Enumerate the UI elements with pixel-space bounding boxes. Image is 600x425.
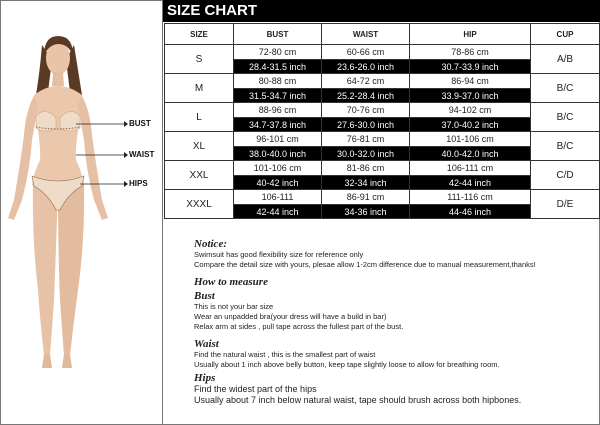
header-size: SIZE xyxy=(165,24,234,45)
panel-divider xyxy=(162,0,163,425)
hip-cm-cell: 106-111 cm xyxy=(410,161,531,176)
how-to-measure-heading: How to measure xyxy=(194,276,268,288)
table-row xyxy=(165,190,600,205)
bust-label: BUST xyxy=(129,119,151,128)
bust-inch-cell: 34.7-37.8 inch xyxy=(234,118,322,132)
waist-instruction: Usually about 1 inch above belly button, keep tape slightly loose to allow for breathing room. xyxy=(194,360,500,369)
waist-inch-cell: 27.6-30.0 inch xyxy=(322,118,410,132)
bust-cm-cell: 88-96 cm xyxy=(234,103,322,118)
cup-cell: B/C xyxy=(531,103,600,132)
waist-heading: Waist xyxy=(194,338,219,350)
hips-instruction: Usually about 7 inch below natural waist, tape should brush across both hipbones. xyxy=(194,395,522,405)
waist-inch-cell: 23.6-26.0 inch xyxy=(322,60,410,74)
bust-inch-cell: 42-44 inch xyxy=(234,205,322,219)
bust-cm-cell: 96-101 cm xyxy=(234,132,322,147)
hip-inch-cell: 40.0-42.0 inch xyxy=(410,147,531,161)
hip-cm-cell: 101-106 cm xyxy=(410,132,531,147)
cup-cell: B/C xyxy=(531,74,600,103)
waist-inch-cell: 30.0-32.0 inch xyxy=(322,147,410,161)
hips-measure-line xyxy=(80,181,128,187)
cup-cell: B/C xyxy=(531,132,600,161)
model-right-foot xyxy=(62,354,72,368)
waist-measure-line xyxy=(76,152,128,158)
hip-inch-cell: 30.7-33.9 inch xyxy=(410,60,531,74)
header-hip: HIP xyxy=(410,24,531,45)
header-cup: CUP xyxy=(531,24,600,45)
table-header-row xyxy=(165,24,600,45)
waist-cm-cell: 64-72 cm xyxy=(322,74,410,89)
header-bust: BUST xyxy=(234,24,322,45)
page-title: SIZE CHART xyxy=(163,0,600,22)
header-waist: WAIST xyxy=(322,24,410,45)
model-left-leg xyxy=(33,184,58,355)
hip-inch-cell: 37.0-40.2 inch xyxy=(410,118,531,132)
bust-instruction: Relax arm at sides , pull tape across the fullest part of the bust. xyxy=(194,322,404,331)
measurement-notes xyxy=(194,238,594,406)
bust-instruction: Wear an unpadded bra(your dress will have a build in bar) xyxy=(194,312,387,321)
table-row xyxy=(165,74,600,89)
model-right-leg xyxy=(58,184,84,355)
size-cell: XXL xyxy=(165,161,234,190)
size-cell: M xyxy=(165,74,234,103)
bust-cm-cell: 80-88 cm xyxy=(234,74,322,89)
table-row xyxy=(165,103,600,118)
hip-cm-cell: 111-116 cm xyxy=(410,190,531,205)
bust-cm-cell: 101-106 cm xyxy=(234,161,322,176)
notice-heading: Notice: xyxy=(194,238,227,250)
model-neck xyxy=(52,72,64,86)
cup-cell: D/E xyxy=(531,190,600,219)
waist-cm-cell: 86-91 cm xyxy=(322,190,410,205)
waist-cm-cell: 76-81 cm xyxy=(322,132,410,147)
bust-inch-cell: 40-42 inch xyxy=(234,176,322,190)
bust-inch-cell: 38.0-40.0 inch xyxy=(234,147,322,161)
bust-inch-cell: 28.4-31.5 inch xyxy=(234,60,322,74)
bust-instruction: This is not your bar size xyxy=(194,302,274,311)
waist-instruction: Find the natural waist , this is the smallest part of waist xyxy=(194,350,376,359)
hip-cm-cell: 78-86 cm xyxy=(410,45,531,60)
bust-cm-cell: 106-111 xyxy=(234,190,322,205)
size-cell: L xyxy=(165,103,234,132)
table-row xyxy=(165,132,600,147)
model-left-foot xyxy=(42,354,52,368)
size-table xyxy=(164,23,600,219)
waist-cm-cell: 81-86 cm xyxy=(322,161,410,176)
size-cell: XXXL xyxy=(165,190,234,219)
waist-inch-cell: 32-34 inch xyxy=(322,176,410,190)
bust-inch-cell: 31.5-34.7 inch xyxy=(234,89,322,103)
notice-line: Swimsuit has good flexibility size for reference only xyxy=(194,250,364,259)
bust-heading: Bust xyxy=(194,290,215,302)
hip-inch-cell: 42-44 inch xyxy=(410,176,531,190)
waist-inch-cell: 34-36 inch xyxy=(322,205,410,219)
size-cell: S xyxy=(165,45,234,74)
size-cell: XL xyxy=(165,132,234,161)
cup-cell: C/D xyxy=(531,161,600,190)
waist-label: WAIST xyxy=(129,150,155,159)
hips-label: HIPS xyxy=(129,179,148,188)
hip-cm-cell: 86-94 cm xyxy=(410,74,531,89)
waist-cm-cell: 60-66 cm xyxy=(322,45,410,60)
cup-cell: A/B xyxy=(531,45,600,74)
notice-line: Compare the detail size with yours, plesae allow 1-2cm difference due to manual measurement,thanks! xyxy=(194,260,536,269)
hips-instruction: Find the widest part of the hips xyxy=(194,384,317,394)
bust-cm-cell: 72-80 cm xyxy=(234,45,322,60)
table-row xyxy=(165,161,600,176)
hip-inch-cell: 44-46 inch xyxy=(410,205,531,219)
hip-inch-cell: 33.9-37.0 inch xyxy=(410,89,531,103)
model-figure xyxy=(0,0,162,425)
table-row xyxy=(165,45,600,60)
model-torso xyxy=(32,86,84,185)
hip-cm-cell: 94-102 cm xyxy=(410,103,531,118)
waist-inch-cell: 25.2-28.4 inch xyxy=(322,89,410,103)
waist-cm-cell: 70-76 cm xyxy=(322,103,410,118)
hips-heading: Hips xyxy=(194,372,216,384)
